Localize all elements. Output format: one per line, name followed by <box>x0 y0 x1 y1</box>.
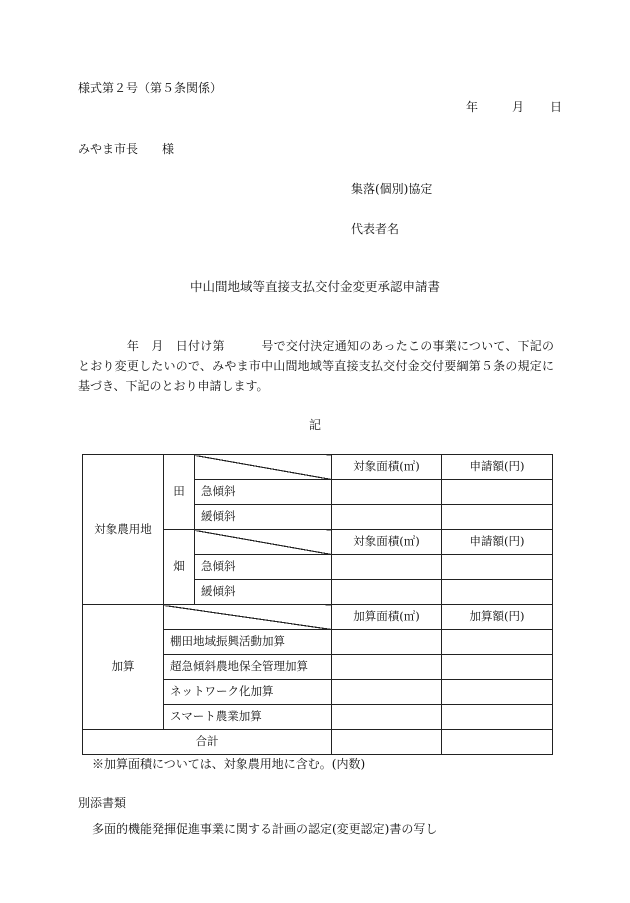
add-amount-header: 加算額(円) <box>442 605 553 630</box>
addition-area-cell[interactable] <box>332 680 442 705</box>
application-date <box>466 101 562 113</box>
paddy-steep-amount-cell[interactable] <box>442 480 553 505</box>
paddy-label: 田 <box>164 455 195 530</box>
field-steep-amount-cell[interactable] <box>442 555 553 580</box>
addition-item-label: 棚田地域振興活動加算 <box>164 630 332 655</box>
addition-item-label: ネットワーク化加算 <box>164 680 332 705</box>
table-note: ※加算面積については、対象農用地に含む。(内数) <box>92 757 366 771</box>
paddy-steep-label: 急傾斜 <box>195 480 332 505</box>
form-number: 様式第２号（第５条関係） <box>78 81 223 95</box>
body-text: 年 月 日付け第 号で交付決定通知のあったこの事業について、下記のとおり変更したいので、みやま市中山間地域等直接支払交付金交付要綱第５条の規定に基づき、下記のとおり申請します。 <box>78 339 554 393</box>
total-area-cell[interactable] <box>332 730 442 755</box>
attachment-item: 多面的機能発揮促進事業に関する計画の認定(変更認定)書の写し <box>92 822 438 836</box>
date-month: 月 <box>512 100 525 114</box>
total-amount-cell[interactable] <box>442 730 553 755</box>
applicant-representative: 代表者名 <box>351 222 400 236</box>
amount-header: 申請額(円) <box>442 455 553 480</box>
addition-area-cell[interactable] <box>332 705 442 730</box>
amount-header: 申請額(円) <box>442 530 553 555</box>
diagonal-cell <box>164 605 332 630</box>
table-row <box>83 605 553 630</box>
field-gentle-amount-cell[interactable] <box>442 580 553 605</box>
paddy-steep-area-cell[interactable] <box>332 480 442 505</box>
addition-amount-cell[interactable] <box>442 680 553 705</box>
addition-item-label: スマート農業加算 <box>164 705 332 730</box>
area-header: 対象面積(㎡) <box>332 530 442 555</box>
addition-area-cell[interactable] <box>332 655 442 680</box>
paddy-gentle-label: 緩傾斜 <box>195 505 332 530</box>
application-table <box>82 454 553 755</box>
applicant-association: 集落(個別)協定 <box>351 182 433 196</box>
field-gentle-label: 緩傾斜 <box>195 580 332 605</box>
field-steep-label: 急傾斜 <box>195 555 332 580</box>
addition-item-label: 超急傾斜農地保全管理加算 <box>164 655 332 680</box>
date-day: 日 <box>550 100 563 114</box>
total-label: 合計 <box>83 730 332 755</box>
ki-heading: 記 <box>308 418 321 432</box>
farmland-label: 対象農用地 <box>83 455 164 605</box>
addition-amount-cell[interactable] <box>442 630 553 655</box>
diagonal-cell <box>195 530 332 555</box>
add-area-header: 加算面積(㎡) <box>332 605 442 630</box>
addressee: みやま市長 様 <box>78 142 175 156</box>
paddy-gentle-area-cell[interactable] <box>332 505 442 530</box>
field-gentle-area-cell[interactable] <box>332 580 442 605</box>
paddy-gentle-amount-cell[interactable] <box>442 505 553 530</box>
table-row <box>83 455 553 480</box>
field-steep-area-cell[interactable] <box>332 555 442 580</box>
addition-amount-cell[interactable] <box>442 655 553 680</box>
diagonal-cell <box>195 455 332 480</box>
area-header: 対象面積(㎡) <box>332 455 442 480</box>
addition-label: 加算 <box>83 605 164 730</box>
addition-amount-cell[interactable] <box>442 705 553 730</box>
document-title: 中山間地域等直接支払交付金変更承認申請書 <box>189 279 440 294</box>
addition-area-cell[interactable] <box>332 630 442 655</box>
field-label: 畑 <box>164 530 195 605</box>
attachments-heading: 別添書類 <box>78 796 127 810</box>
table-row <box>83 730 553 755</box>
date-year: 年 <box>466 100 479 114</box>
